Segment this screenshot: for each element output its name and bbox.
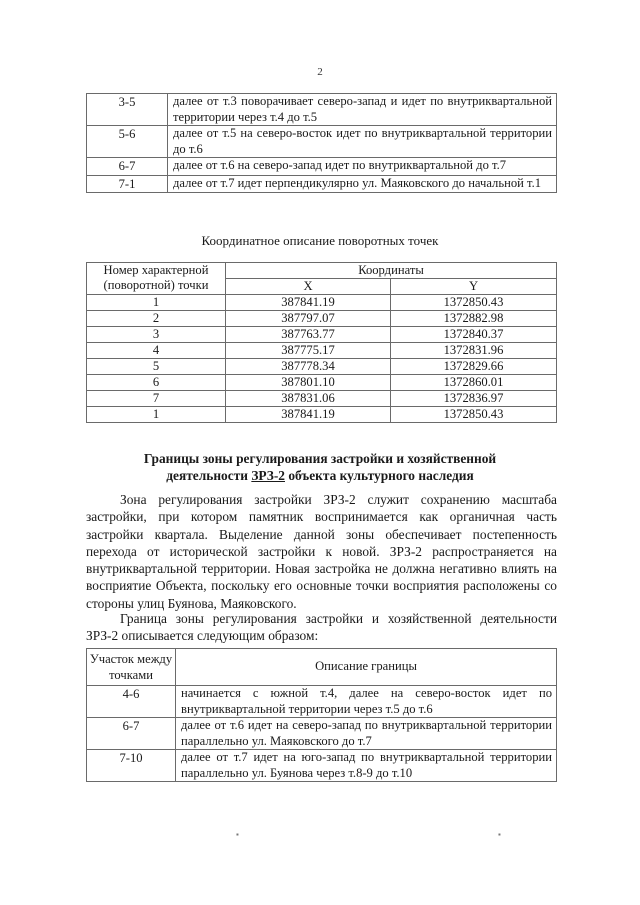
segment-cell: 3-5	[87, 94, 168, 126]
zone-code: ЗРЗ-2	[251, 468, 285, 483]
paragraph-zone-description: Зона регулирования застройки ЗРЗ-2 служит сохранению масштаба застройки, при котором памятник воспринимается как органичная часть застройки квартала. Выделение данной зоны обеспечивает постепенность перехода от исторической застройки к новой. ЗРЗ-2 распространяется на внутриквартальной территории. Новая застройка не должна негативно влиять на восприятие Объекта, поскольку его основные точки восприятия расположены со стороны улиц Буянова, Маяковского.	[86, 492, 557, 611]
point-cell: 3	[87, 327, 226, 343]
table-row	[87, 327, 557, 343]
coordinates-table	[86, 262, 557, 423]
scan-artifact: ▪	[236, 830, 239, 839]
point-cell: 7	[87, 391, 226, 407]
x-cell: 387778.34	[226, 359, 391, 375]
segment-cell: 5-6	[87, 126, 168, 158]
point-cell: 2	[87, 311, 226, 327]
boundary-table-continued	[86, 93, 557, 193]
header-row	[87, 263, 557, 279]
table-row	[87, 359, 557, 375]
table-row	[87, 94, 557, 126]
segment-cell: 6-7	[87, 158, 168, 176]
section-heading	[0, 450, 640, 484]
header-point: Номер характерной (поворотной) точки	[87, 263, 226, 295]
x-cell: 387775.17	[226, 343, 391, 359]
description-cell: далее от т.7 идет на юго-запад по внутриквартальной территории параллельно ул. Буянова через т.8-9 до т.10	[176, 750, 557, 782]
boundary-table-zrz2	[86, 648, 557, 782]
x-cell: 387841.19	[226, 295, 391, 311]
point-cell: 6	[87, 375, 226, 391]
segment-cell: 6-7	[87, 718, 176, 750]
description-cell: далее от т.6 идет на северо-запад по внутриквартальной территории параллельно ул. Маяковского до т.7	[176, 718, 557, 750]
segment-cell: 7-1	[87, 175, 168, 193]
header-coordinates: Координаты	[226, 263, 557, 279]
header-row	[87, 649, 557, 686]
description-cell: далее от т.3 поворачивает северо-запад и идет по внутриквартальной территории через т.4 до т.5	[168, 94, 557, 126]
description-cell: далее от т.5 на северо-восток идет по внутриквартальной территории до т.6	[168, 126, 557, 158]
description-cell: далее от т.6 на северо-запад идет по внутриквартальной до т.7	[168, 158, 557, 176]
scan-artifact: ▪	[498, 830, 501, 839]
description-cell: начинается с южной т.4, далее на северо-восток идет по внутриквартальной территории через т.5 до т.6	[176, 686, 557, 718]
table-row	[87, 407, 557, 423]
table-row	[87, 750, 557, 782]
y-cell: 1372860.01	[391, 375, 557, 391]
header-segment: Участок между точками	[87, 649, 176, 686]
paragraph-boundary-intro: Граница зоны регулирования застройки и хозяйственной деятельности ЗРЗ-2 описывается следующим образом:	[86, 611, 557, 644]
y-cell: 1372836.97	[391, 391, 557, 407]
header-x: X	[226, 279, 391, 295]
table-row	[87, 311, 557, 327]
x-cell: 387763.77	[226, 327, 391, 343]
heading-prefix: деятельности	[166, 468, 252, 483]
section-heading-line2	[0, 467, 640, 484]
table-row	[87, 375, 557, 391]
point-cell: 5	[87, 359, 226, 375]
y-cell: 1372840.37	[391, 327, 557, 343]
segment-cell: 4-6	[87, 686, 176, 718]
description-cell: далее от т.7 идет перпендикулярно ул. Маяковского до начальной т.1	[168, 175, 557, 193]
table-row	[87, 295, 557, 311]
y-cell: 1372829.66	[391, 359, 557, 375]
x-cell: 387797.07	[226, 311, 391, 327]
table-row	[87, 718, 557, 750]
y-cell: 1372882.98	[391, 311, 557, 327]
point-cell: 1	[87, 295, 226, 311]
point-cell: 4	[87, 343, 226, 359]
header-y: Y	[391, 279, 557, 295]
table-row	[87, 175, 557, 193]
x-cell: 387841.19	[226, 407, 391, 423]
heading-suffix: объекта культурного наследия	[284, 468, 474, 483]
x-cell: 387801.10	[226, 375, 391, 391]
table-row	[87, 158, 557, 176]
header-description: Описание границы	[176, 649, 557, 686]
point-cell: 1	[87, 407, 226, 423]
table-row	[87, 343, 557, 359]
x-cell: 387831.06	[226, 391, 391, 407]
y-cell: 1372850.43	[391, 407, 557, 423]
table-row	[87, 686, 557, 718]
coordinates-caption: Координатное описание поворотных точек	[201, 233, 439, 248]
y-cell: 1372850.43	[391, 295, 557, 311]
page-number: 2	[317, 66, 323, 78]
table-row	[87, 126, 557, 158]
table-row	[87, 391, 557, 407]
segment-cell: 7-10	[87, 750, 176, 782]
section-heading-line1: Границы зоны регулирования застройки и хозяйственной	[143, 451, 497, 466]
y-cell: 1372831.96	[391, 343, 557, 359]
